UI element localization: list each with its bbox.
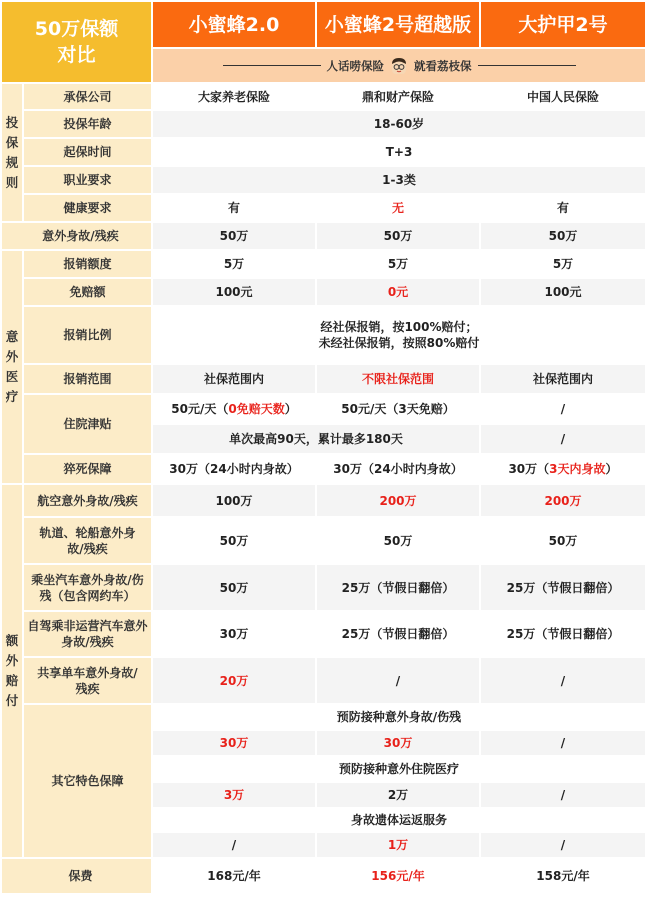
cell: 中国人民保险 [480,83,645,110]
cell [480,454,645,484]
text: 30万（ [508,462,550,476]
category-medical: 意外医疗 [1,250,23,484]
category-rules: 投保规则 [1,83,23,222]
cell: 100元 [480,278,645,306]
text: ） [284,402,297,416]
cell: 社保范围内 [152,364,316,394]
cell: 50元/天（3天免赔） [316,394,480,424]
cell: 50万 [316,222,480,250]
text: 0免赔天数 [228,402,285,416]
text: 3天内身故 [549,462,606,476]
cell: 30万（24小时内身故） [152,454,316,484]
cell: 50万 [480,222,645,250]
cell: 不限社保范围 [316,364,480,394]
label-text: 共享单车意外身故/残疾 [37,665,138,696]
cell: 0元 [316,278,480,306]
cell: 3万 [152,782,316,808]
cell: 30万 [152,730,316,756]
cell: 25万（节假日翻倍） [316,611,480,657]
product-header-1: 小蜜蜂2.0 [152,1,316,48]
row-label-other: 其它特色保障 [23,704,152,858]
title-text: 50万保额对比 [34,18,119,66]
cell: 200万 [316,484,480,517]
row-label-rail [23,517,152,564]
product-header-2: 小蜜蜂2号超越版 [316,1,480,48]
cell: 20万 [152,657,316,704]
row-label-health: 健康要求 [23,194,152,222]
row-label-deductible: 免赔额 [23,278,152,306]
slogan-right: 就看荔枝保 [414,58,472,73]
cell: / [480,424,645,454]
cell: 50万 [152,564,316,611]
cell: / [480,730,645,756]
cell: 50万 [316,517,480,564]
cell: / [480,394,645,424]
cell: 单次最高90天，累计最多180天 [152,424,480,454]
cell: 100元 [152,278,316,306]
row-label-hospital: 住院津贴 [23,394,152,454]
cell: 鼎和财产保险 [316,83,480,110]
cell: 1万 [316,832,480,858]
row-label-bus [23,564,152,611]
divider-line [223,65,321,66]
table-title [1,1,152,83]
row-label-air: 航空意外身故/残疾 [23,484,152,517]
cell: 30万 [316,730,480,756]
label-text: 乘坐汽车意外身故/伤残（包含网约车） [31,572,144,603]
cell: 5万 [316,250,480,278]
cell: 18-60岁 [152,110,645,138]
slogan-band [152,48,645,83]
category-extra: 额外赔付 [1,484,23,858]
cell: 社保范围内 [480,364,645,394]
cell: / [152,832,316,858]
label-text: 保费 [68,869,93,883]
cell: 158元/年 [480,858,645,894]
subheader: 预防接种意外住院医疗 [152,756,645,782]
row-label-reimb: 报销额度 [23,250,152,278]
cell: 30万 [152,611,316,657]
cell: 有 [480,194,645,222]
row-label-ratio: 报销比例 [23,306,152,364]
cell: 有 [152,194,316,222]
cell: / [480,657,645,704]
cell: 无 [316,194,480,222]
cell: 25万（节假日翻倍） [480,611,645,657]
cell: 2万 [316,782,480,808]
cell: 大家养老保险 [152,83,316,110]
cell: 5万 [480,250,645,278]
row-label-bike [23,657,152,704]
cell: 1-3类 [152,166,645,194]
subheader: 预防接种意外身故/伤残 [152,704,645,730]
text: 50元/天（ [171,402,229,416]
cell: 25万（节假日翻倍） [480,564,645,611]
mascot-avatar-icon [390,57,408,75]
text: ） [605,462,618,476]
cell: 50万 [152,517,316,564]
ratio-line: 经社保报销，按100%赔付； [320,320,478,334]
row-label-death [1,222,152,250]
cell: 25万（节假日翻倍） [316,564,480,611]
cell: T+3 [152,138,645,166]
divider-line [478,65,576,66]
row-label-sudden: 猝死保障 [23,454,152,484]
label-text: 轨道、轮船意外身故/残疾 [39,525,136,556]
ratio-cell [152,306,645,364]
cell: 50万 [152,222,316,250]
cell [152,394,316,424]
row-label-start: 起保时间 [23,138,152,166]
label-text: 意外身故/残疾 [42,229,119,243]
cell: / [316,657,480,704]
cell: 50万 [480,517,645,564]
cell: 30万（24小时内身故） [316,454,480,484]
cell: 100万 [152,484,316,517]
cell: 168元/年 [152,858,316,894]
product-header-3: 大护甲2号 [480,1,645,48]
subheader: 身故遗体运返服务 [152,808,645,832]
row-label-scope: 报销范围 [23,364,152,394]
slogan-left: 人话唠保险 [326,58,384,73]
cell: 5万 [152,250,316,278]
cell: / [480,782,645,808]
cell: / [480,832,645,858]
row-label-premium [1,858,152,894]
cell: 200万 [480,484,645,517]
row-label-age: 投保年龄 [23,110,152,138]
row-label-selfdrive [23,611,152,657]
row-label-insurer: 承保公司 [23,83,152,110]
label-text: 自驾乘非运营汽车意外身故/残疾 [27,619,148,649]
row-label-job: 职业要求 [23,166,152,194]
ratio-line: 未经社保报销，按照80%赔付 [318,336,480,350]
cell: 156元/年 [316,858,480,894]
